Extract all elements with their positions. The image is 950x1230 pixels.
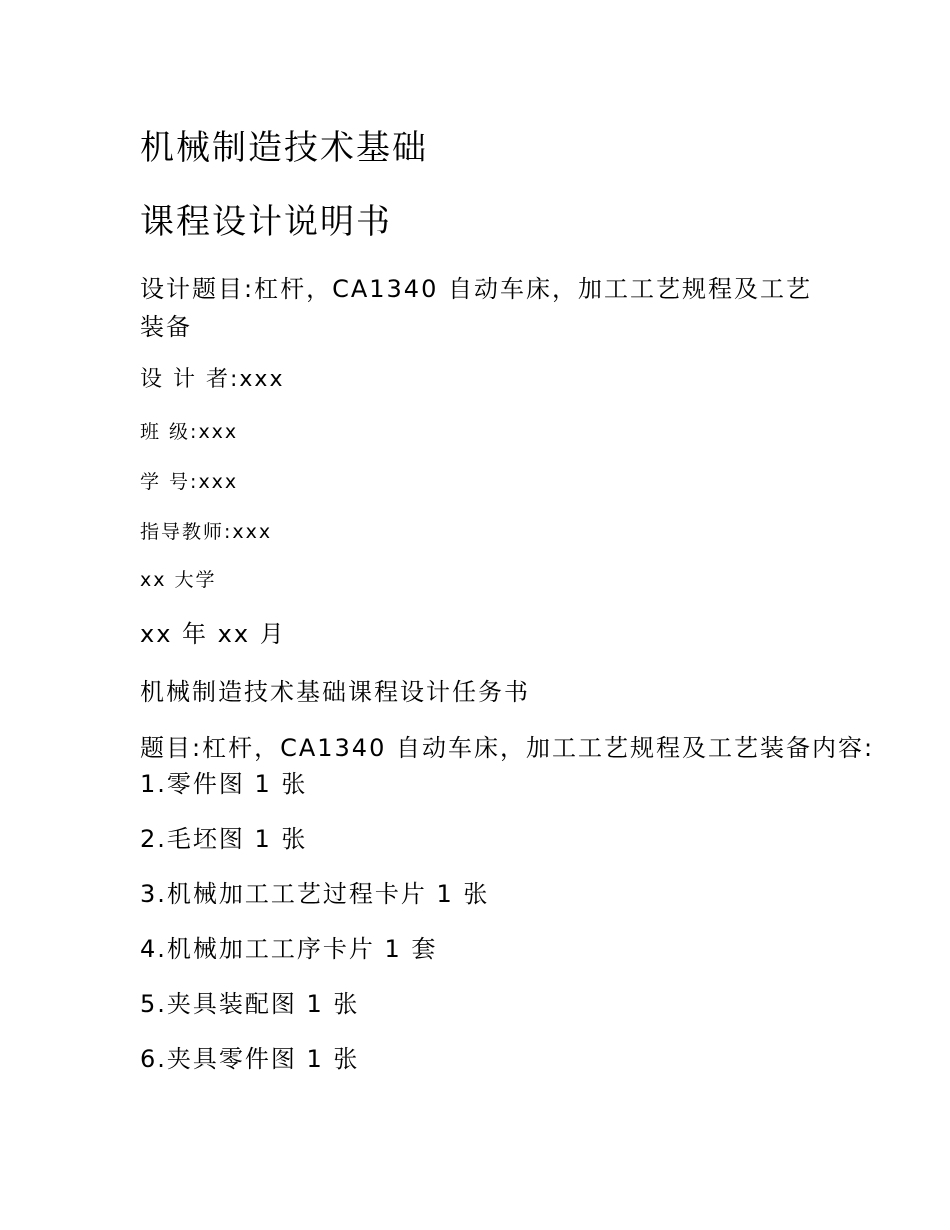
list-item: 1.零件图 1 张 — [140, 770, 308, 798]
list-item: 3.机械加工工艺过程卡片 1 张 — [140, 880, 490, 908]
task-book-title: 机械制造技术基础课程设计任务书 — [140, 678, 530, 706]
designer-field: 设 计 者:xxx — [140, 367, 285, 392]
list-item: 5.夹具装配图 1 张 — [140, 990, 360, 1018]
title-line-2: 课程设计说明书 — [140, 202, 392, 242]
date-field: xx 年 xx 月 — [140, 620, 286, 648]
task-book-topic: 题目:杠杆，CA1340 自动车床，加工工艺规程及工艺装备内容: — [140, 734, 875, 762]
university-field: xx 大学 — [140, 569, 217, 591]
list-item: 2.毛坯图 1 张 — [140, 825, 308, 853]
class-field: 班 级:xxx — [140, 421, 239, 443]
title-line-1: 机械制造技术基础 — [140, 128, 428, 168]
design-topic: 设计题目:杠杆，CA1340 自动车床，加工工艺规程及工艺装备 — [140, 275, 812, 341]
list-item: 4.机械加工工序卡片 1 套 — [140, 935, 438, 963]
list-item: 6.夹具零件图 1 张 — [140, 1045, 360, 1073]
student-id-field: 学 号:xxx — [140, 471, 239, 493]
tutor-field: 指导教师:xxx — [140, 521, 273, 543]
